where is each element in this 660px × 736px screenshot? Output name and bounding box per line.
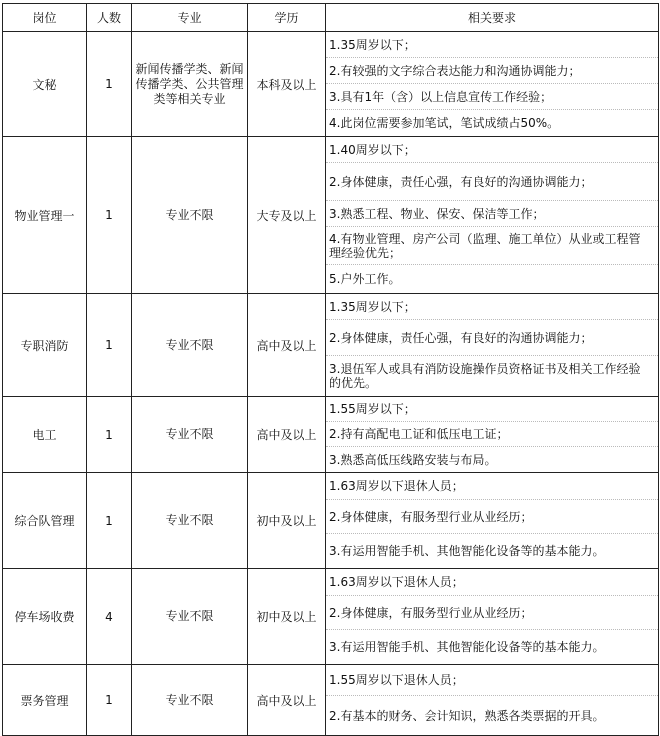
major-cell: 专业不限: [132, 665, 248, 736]
header-position: 岗位: [3, 4, 87, 32]
education-cell: 高中及以上: [248, 397, 326, 473]
education-cell: 高中及以上: [248, 665, 326, 736]
education-cell: 初中及以上: [248, 569, 326, 665]
count-cell: 1: [87, 294, 132, 397]
requirements-cell: [326, 294, 659, 397]
major-cell: 专业不限: [132, 294, 248, 397]
position-cell: 综合队管理: [3, 473, 87, 569]
requirement-line: 3.有运用智能手机、其他智能化设备等的基本能力。: [329, 544, 605, 558]
position-cell: 文秘: [3, 32, 87, 137]
header-major: 专业: [132, 4, 248, 32]
requirements-cell: [326, 569, 659, 665]
position-cell: 票务管理: [3, 665, 87, 736]
count-cell: 1: [87, 665, 132, 736]
requirement-line: 2.身体健康，有服务型行业从业经历；: [326, 500, 658, 534]
table-row: [3, 397, 659, 473]
position-cell: 停车场收费: [3, 569, 87, 665]
requirement-line: 3.熟悉高低压线路安装与布局。: [329, 452, 497, 467]
requirement-line: 1.35周岁以下；: [326, 32, 658, 58]
education-cell: 大专及以上: [248, 137, 326, 294]
requirement-line: 3.有运用智能手机、其他智能化设备等的基本能力。: [329, 640, 605, 654]
major-cell: 专业不限: [132, 569, 248, 665]
education-cell: 初中及以上: [248, 473, 326, 569]
position-cell: 电工: [3, 397, 87, 473]
header-requirements: 相关要求: [326, 4, 659, 32]
table-row: [3, 294, 659, 397]
requirement-line: 1.55周岁以下；: [326, 397, 658, 422]
requirement-line: 4.此岗位需要参加笔试，笔试成绩占50%。: [329, 116, 560, 130]
count-cell: 1: [87, 473, 132, 569]
requirements-cell: [326, 397, 659, 473]
education-cell: 本科及以上: [248, 32, 326, 137]
header-count: 人数: [87, 4, 132, 32]
requirement-line: 2.有基本的财务、会计知识，熟悉各类票据的开具。: [329, 708, 605, 723]
major-cell: 专业不限: [132, 397, 248, 473]
requirement-line: 1.63周岁以下退休人员；: [326, 473, 658, 500]
major-cell: 新闻传播学类、新闻传播学类、公共管理类等相关专业: [132, 32, 248, 137]
requirement-line: 1.63周岁以下退休人员；: [326, 569, 658, 596]
count-cell: 1: [87, 32, 132, 137]
requirement-line: 2.持有高配电工证和低压电工证；: [326, 422, 658, 447]
table-row: [3, 473, 659, 569]
requirements-cell: [326, 32, 659, 137]
requirement-line: 1.35周岁以下；: [326, 294, 658, 320]
table-row: [3, 569, 659, 665]
requirement-line: 2.有较强的文字综合表达能力和沟通协调能力；: [326, 58, 658, 84]
requirement-line: 2.身体健康，责任心强，有良好的沟通协调能力；: [326, 320, 658, 356]
position-cell: 专职消防: [3, 294, 87, 397]
requirement-line: 2.身体健康，有服务型行业从业经历；: [326, 596, 658, 630]
requirement-line: 4.有物业管理、房产公司（监理、施工单位）从业或工程管理经验优先；: [326, 227, 658, 265]
major-cell: 专业不限: [132, 137, 248, 294]
recruitment-table: [2, 3, 659, 736]
table-row: [3, 32, 659, 137]
position-cell: 物业管理一: [3, 137, 87, 294]
requirements-cell: [326, 665, 659, 736]
count-cell: 4: [87, 569, 132, 665]
table-row: [3, 137, 659, 294]
requirement-line: 5.户外工作。: [329, 272, 401, 286]
requirement-line: 1.55周岁以下退休人员；: [326, 665, 658, 696]
requirement-line: 3.退伍军人或具有消防设施操作员资格证书及相关工作经验的优先。: [329, 362, 641, 390]
education-cell: 高中及以上: [248, 294, 326, 397]
requirements-cell: [326, 137, 659, 294]
major-cell: 专业不限: [132, 473, 248, 569]
table-row: [3, 665, 659, 736]
count-cell: 1: [87, 397, 132, 473]
requirement-line: 3.熟悉工程、物业、保安、保洁等工作；: [326, 201, 658, 227]
count-cell: 1: [87, 137, 132, 294]
header-row: [3, 4, 659, 32]
requirement-line: 3.具有1年（含）以上信息宣传工作经验；: [326, 84, 658, 110]
header-education: 学历: [248, 4, 326, 32]
requirement-line: 2.身体健康，责任心强，有良好的沟通协调能力；: [326, 163, 658, 201]
requirement-line: 1.40周岁以下；: [326, 137, 658, 163]
requirements-cell: [326, 473, 659, 569]
